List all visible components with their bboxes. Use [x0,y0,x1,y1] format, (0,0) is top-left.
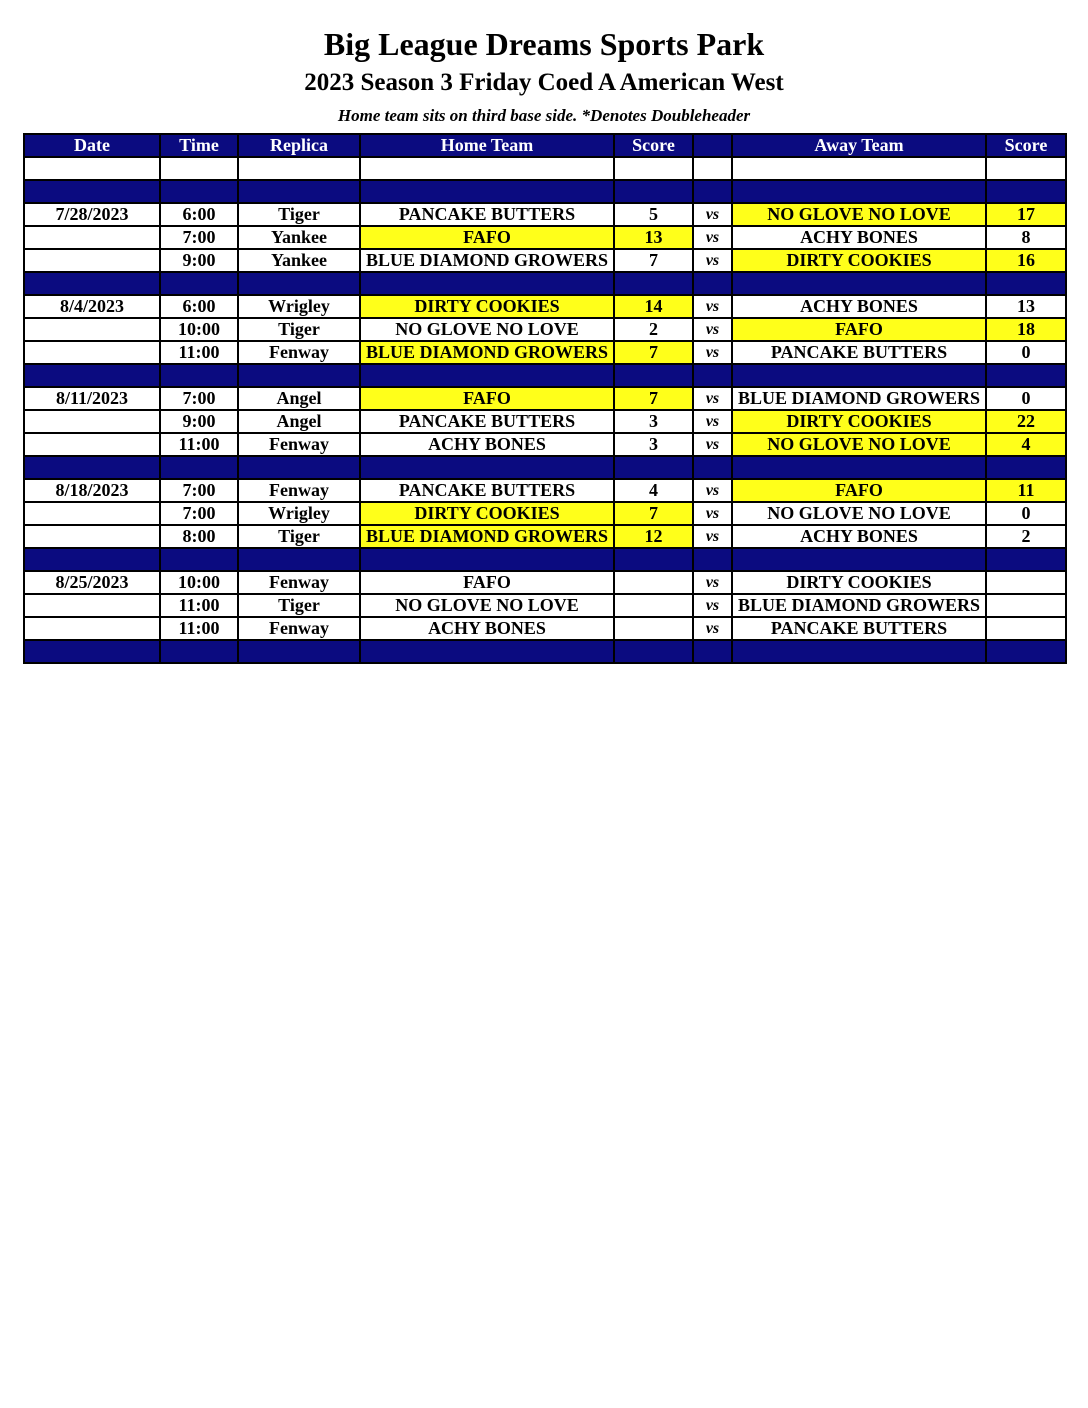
away-team: DIRTY COOKIES [732,410,986,433]
col-header-home-team: Home Team [360,134,614,157]
home-score: 7 [614,502,693,525]
page-title: Big League Dreams Sports Park [323,26,765,62]
separator-cell [238,456,360,479]
separator-cell [360,548,614,571]
away-team: NO GLOVE NO LOVE [732,203,986,226]
home-score: 12 [614,525,693,548]
home-score [614,571,693,594]
separator-cell [160,364,238,387]
home-team: ACHY BONES [360,617,614,640]
game-replica: Tiger [238,525,360,548]
separator-cell [160,640,238,663]
game-row [24,203,1066,226]
home-team: NO GLOVE NO LOVE [360,594,614,617]
separator-cell [360,180,614,203]
game-time: 6:00 [160,203,238,226]
home-team: BLUE DIAMOND GROWERS [360,341,614,364]
home-team: PANCAKE BUTTERS [360,410,614,433]
away-score: 18 [986,318,1066,341]
blank-row [24,157,1066,180]
game-time: 7:00 [160,502,238,525]
game-replica: Fenway [238,341,360,364]
week-separator-row [24,180,1066,203]
game-time: 7:00 [160,387,238,410]
separator-cell [732,364,986,387]
game-time: 9:00 [160,249,238,272]
separator-cell [160,456,238,479]
game-row [24,571,1066,594]
game-replica: Wrigley [238,295,360,318]
separator-cell [614,364,693,387]
away-team: ACHY BONES [732,525,986,548]
game-replica: Yankee [238,226,360,249]
vs-label: vs [693,410,732,433]
separator-cell [238,272,360,295]
separator-cell [693,548,732,571]
game-date: 8/11/2023 [24,387,160,410]
away-team: ACHY BONES [732,295,986,318]
separator-cell [693,456,732,479]
home-score: 2 [614,318,693,341]
game-row [24,249,1066,272]
home-score: 7 [614,249,693,272]
game-row [24,502,1066,525]
vs-label: vs [693,249,732,272]
game-row [24,617,1066,640]
separator-cell [24,272,160,295]
away-team: ACHY BONES [732,226,986,249]
away-score: 13 [986,295,1066,318]
separator-cell [238,548,360,571]
separator-cell [986,548,1066,571]
separator-cell [732,548,986,571]
away-team: FAFO [732,479,986,502]
col-header-away-score: Score [986,134,1066,157]
away-team: DIRTY COOKIES [732,249,986,272]
vs-label: vs [693,341,732,364]
game-date [24,525,160,548]
game-row [24,479,1066,502]
away-score: 22 [986,410,1066,433]
separator-cell [732,272,986,295]
vs-label: vs [693,502,732,525]
separator-cell [986,180,1066,203]
header-row [24,134,1066,157]
game-date: 8/25/2023 [24,571,160,594]
away-team: BLUE DIAMOND GROWERS [732,387,986,410]
vs-label: vs [693,525,732,548]
game-row [24,341,1066,364]
week-separator-row [24,456,1066,479]
game-replica: Wrigley [238,502,360,525]
page-subtitle: 2023 Season 3 Friday Coed A American West [304,69,784,96]
game-replica: Yankee [238,249,360,272]
game-time: 10:00 [160,571,238,594]
separator-cell [732,180,986,203]
game-date [24,617,160,640]
away-score [986,594,1066,617]
game-date: 7/28/2023 [24,203,160,226]
away-score: 0 [986,387,1066,410]
game-replica: Angel [238,387,360,410]
game-date: 8/18/2023 [24,479,160,502]
separator-cell [160,180,238,203]
game-replica: Fenway [238,479,360,502]
schedule-table [23,133,1067,664]
game-row [24,226,1066,249]
home-score: 13 [614,226,693,249]
game-time: 11:00 [160,433,238,456]
game-time: 7:00 [160,479,238,502]
separator-cell [238,364,360,387]
separator-cell [614,272,693,295]
home-score: 3 [614,410,693,433]
separator-cell [693,180,732,203]
away-score: 4 [986,433,1066,456]
game-replica: Fenway [238,433,360,456]
game-row [24,410,1066,433]
away-score: 0 [986,341,1066,364]
away-team: NO GLOVE NO LOVE [732,433,986,456]
separator-cell [693,364,732,387]
game-time: 9:00 [160,410,238,433]
game-row [24,525,1066,548]
home-score [614,617,693,640]
game-time: 6:00 [160,295,238,318]
game-replica: Angel [238,410,360,433]
home-team: DIRTY COOKIES [360,502,614,525]
vs-label: vs [693,594,732,617]
away-score: 8 [986,226,1066,249]
separator-cell [614,640,693,663]
game-row [24,387,1066,410]
away-score: 16 [986,249,1066,272]
separator-cell [238,640,360,663]
home-team: PANCAKE BUTTERS [360,479,614,502]
separator-cell [24,456,160,479]
col-header-date: Date [24,134,160,157]
vs-label: vs [693,617,732,640]
separator-cell [986,640,1066,663]
separator-cell [693,640,732,663]
separator-cell [360,640,614,663]
game-row [24,594,1066,617]
game-time: 8:00 [160,525,238,548]
game-date [24,502,160,525]
vs-label: vs [693,433,732,456]
game-date [24,341,160,364]
game-time: 10:00 [160,318,238,341]
game-time: 7:00 [160,226,238,249]
separator-cell [24,364,160,387]
home-score: 5 [614,203,693,226]
separator-cell [24,548,160,571]
home-score [614,594,693,617]
separator-cell [732,456,986,479]
separator-cell [360,456,614,479]
vs-label: vs [693,387,732,410]
page-note: Home team sits on third base side. *Denotes Doubleheader [337,106,751,125]
separator-cell [160,548,238,571]
home-score: 7 [614,341,693,364]
home-score: 3 [614,433,693,456]
away-score: 2 [986,525,1066,548]
away-team: NO GLOVE NO LOVE [732,502,986,525]
schedule-body [24,157,1066,663]
separator-cell [24,180,160,203]
game-date [24,433,160,456]
game-replica: Tiger [238,203,360,226]
home-team: DIRTY COOKIES [360,295,614,318]
week-separator-row [24,640,1066,663]
home-team: FAFO [360,387,614,410]
separator-cell [360,272,614,295]
col-header-away-team: Away Team [732,134,986,157]
game-replica: Fenway [238,571,360,594]
game-date [24,318,160,341]
game-replica: Tiger [238,594,360,617]
game-row [24,295,1066,318]
home-score: 14 [614,295,693,318]
game-replica: Tiger [238,318,360,341]
separator-cell [160,272,238,295]
home-team: NO GLOVE NO LOVE [360,318,614,341]
game-date [24,226,160,249]
game-row [24,318,1066,341]
vs-label: vs [693,203,732,226]
game-date [24,249,160,272]
game-time: 11:00 [160,594,238,617]
game-date [24,410,160,433]
home-team: BLUE DIAMOND GROWERS [360,525,614,548]
away-team: DIRTY COOKIES [732,571,986,594]
vs-label: vs [693,295,732,318]
game-date: 8/4/2023 [24,295,160,318]
home-score: 4 [614,479,693,502]
away-team: PANCAKE BUTTERS [732,341,986,364]
home-team: PANCAKE BUTTERS [360,203,614,226]
away-team: PANCAKE BUTTERS [732,617,986,640]
vs-label: vs [693,226,732,249]
separator-cell [238,180,360,203]
col-header-time: Time [160,134,238,157]
home-score: 7 [614,387,693,410]
vs-label: vs [693,571,732,594]
col-header-vs [693,134,732,157]
home-team: FAFO [360,571,614,594]
separator-cell [24,640,160,663]
vs-label: vs [693,318,732,341]
col-header-replica: Replica [238,134,360,157]
away-score: 11 [986,479,1066,502]
separator-cell [986,456,1066,479]
game-date [24,594,160,617]
separator-cell [614,548,693,571]
home-team: ACHY BONES [360,433,614,456]
away-team: FAFO [732,318,986,341]
separator-cell [614,180,693,203]
away-score [986,617,1066,640]
away-score [986,571,1066,594]
away-score: 17 [986,203,1066,226]
separator-cell [986,364,1066,387]
game-replica: Fenway [238,617,360,640]
away-score: 0 [986,502,1066,525]
col-header-home-score: Score [614,134,693,157]
home-team: FAFO [360,226,614,249]
vs-label: vs [693,479,732,502]
week-separator-row [24,272,1066,295]
separator-cell [986,272,1066,295]
week-separator-row [24,364,1066,387]
separator-cell [732,640,986,663]
separator-cell [693,272,732,295]
game-time: 11:00 [160,617,238,640]
away-team: BLUE DIAMOND GROWERS [732,594,986,617]
game-row [24,433,1066,456]
home-team: BLUE DIAMOND GROWERS [360,249,614,272]
separator-cell [614,456,693,479]
week-separator-row [24,548,1066,571]
game-time: 11:00 [160,341,238,364]
separator-cell [360,364,614,387]
